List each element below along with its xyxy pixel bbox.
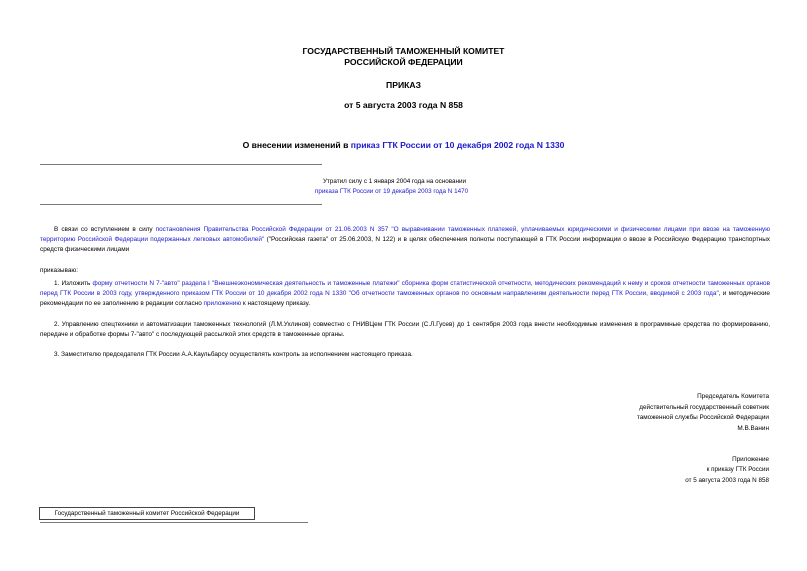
item-1-text-1: 1. Изложить — [54, 280, 93, 287]
item-1-appendix-link[interactable]: приложению — [203, 300, 242, 308]
footer-rule — [40, 522, 308, 523]
signature-line-1: Председатель Комитета — [697, 393, 769, 400]
title-prefix: О внесении изменений в — [242, 140, 351, 150]
status-note-link[interactable]: приказа ГТК России от 19 декабря 2003 года N 1470 — [315, 187, 469, 195]
signature-line-3: таможенной службы Российской Федерации — [636, 414, 769, 422]
document-title — [0, 140, 807, 150]
org-name-line1: ГОСУДАРСТВЕННЫЙ ТАМОЖЕННЫЙ КОМИТЕТ — [302, 46, 505, 56]
preamble-text-2: ("Российская газета" от 25.06.2003, N 122) и в целях обеспечения полноты поступающей в ГТК России информации о ввозе в Российскую Федерацию транспортных средств физическими лицами — [40, 236, 770, 254]
status-note-text: Утратил силу с 1 января 2004 года на основании — [323, 178, 467, 185]
status-note — [315, 177, 495, 196]
preamble-text-1: В связи со вступлением в силу — [54, 226, 156, 233]
title-link[interactable]: приказ ГТК России от 10 декабря 2002 года N 1330 — [350, 140, 565, 150]
item-1-text-3: к настоящему приказу. — [241, 300, 310, 308]
appendix-line-3: от 5 августа 2003 года N 858 — [685, 476, 769, 484]
org-name-line2: РОССИЙСКОЙ ФЕДЕРАЦИИ — [344, 57, 463, 67]
preamble-link[interactable]: постановления Правительства Российской Федерации от 21.06.2003 N 357 "О выравнивании таможенных платежей, уплачиваемых юридическими и физическими лицами при ввозе на таможенную территорию Российской Федерации подержанных легковых автомобилей" — [40, 226, 771, 244]
preamble-paragraph — [40, 225, 770, 256]
note-rule — [40, 204, 322, 205]
item-1-form-link[interactable]: форму отчетности N 7-"авто" раздела I "Внешнеэкономическая деятельность и таможенные платежи" сборника форм статистической отчетности, методических рекомендаций к нему и сроков отчетности таможенных органов перед ГТК России в 2003 году, утвержденного приказом ГТК России от 10 декабря 2002 года N 1330 "Об отчетности таможенных органов по основным направлениям деятельности перед ГТК России, вводимой с 2003 года" — [40, 280, 771, 298]
order-word: приказываю: — [40, 267, 78, 274]
title-rule — [40, 164, 322, 165]
signature-line-2: действительный государственный советник — [639, 403, 769, 411]
signature-block — [637, 392, 769, 434]
item-1-paragraph — [40, 279, 770, 310]
item-1-text-2: , и методические рекомендации по ее заполнению в редакции согласно — [40, 290, 770, 308]
document-date-number: от 5 августа 2003 года N 858 — [344, 100, 463, 110]
document-type: ПРИКАЗ — [386, 80, 421, 90]
appendix-line-1: Приложение — [732, 456, 769, 463]
signature-name: М.В.Ванин — [737, 424, 769, 432]
item-3-paragraph: 3. Заместителю председателя ГТК России А.А.Каульбарсу осуществлять контроль за исполнением настоящего приказа. — [54, 351, 413, 358]
footer-label: Государственный таможенный комитет Российской Федерации — [39, 507, 255, 520]
appendix-line-2: к приказу ГТК России — [706, 466, 769, 474]
item-2-paragraph: 2. Управлению спецтехники и автоматизации таможенных технологий (Л.М.Ухлинов) совместно с ГНИВЦем ГТК России (С.Л.Гусев) до 1 сентября 2003 года внести необходимые изменения в программные средства по формированию, передаче и обработке формы 7-"авто" с последующей рассылкой этих средств в таможенные органы. — [40, 321, 770, 339]
appendix-block — [685, 455, 769, 486]
